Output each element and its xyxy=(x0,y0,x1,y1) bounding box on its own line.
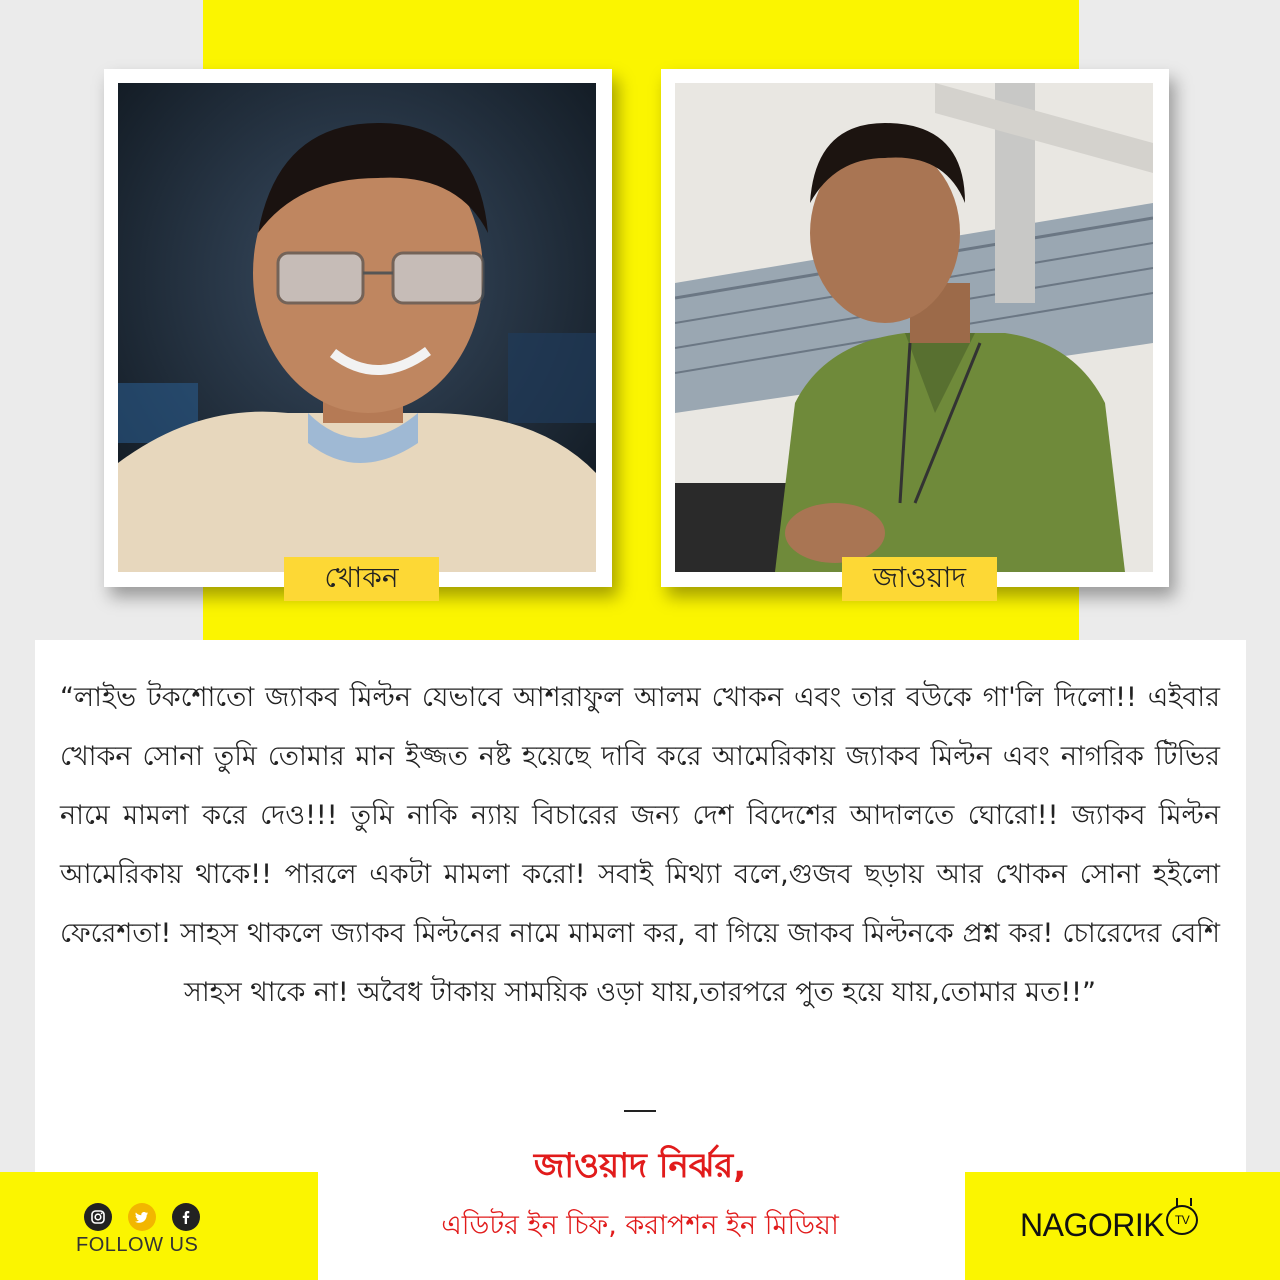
facebook-icon[interactable] xyxy=(172,1203,200,1231)
tv-badge-icon: TV xyxy=(1166,1205,1198,1235)
name-tag-khokon: খোকন xyxy=(284,557,439,601)
author-name: জাওয়াদ নির্ঝর, xyxy=(533,1146,747,1186)
photo-jawad xyxy=(675,83,1153,572)
photo-frame-jawad xyxy=(661,69,1169,587)
social-icons xyxy=(84,1203,200,1231)
brand-name: NAGORIK xyxy=(1020,1207,1165,1243)
author-role: এডিটর ইন চিফ, করাপশন ইন মিডিয়া xyxy=(441,1210,839,1241)
nagorik-tv-logo xyxy=(1020,1207,1198,1244)
photo-khokon xyxy=(118,83,596,572)
photo-frame-khokon xyxy=(104,69,612,587)
quote-divider xyxy=(624,1110,656,1112)
follow-us-label: FOLLOW US xyxy=(76,1234,199,1256)
instagram-icon[interactable] xyxy=(84,1203,112,1231)
quote-text: “লাইভ টকশোতো জ্যাকব মিল্টন যেভাবে আশরাফুল আলম খোকন এবং তার বউকে গা'লি দিলো!! এইবার খোকন সোনা তুমি তোমার মান ইজ্জত নষ্ট হয়েছে দাবি করে আমেরিকায় জ্যাকব মিল্টন এবং নাগরিক টিভির নামে মামলা করে দেও!!! তুমি নাকি ন্যায় বিচারের জন্য দেশ বিদেশের আদালতে ঘোরো!! জ্যাকব মিল্টন আমেরিকায় থাকে!! পারলে একটা মামলা করো! সবাই মিথ্যা বলে,গুজব ছড়ায় আর খোকন সোনা হইলো ফেরেশতা! সাহস থাকলে জ্যাকব মিল্টনের নামে মামলা কর, বা গিয়ে জাকব মিল্টনকে প্রশ্ন কর! চোরেদের বেশি সাহস থাকে না! অবৈধ টাকায় সাময়িক ওড়া যায়,তারপরে পুত হয়ে যায়,তোমার মত!!” xyxy=(60,682,1220,1008)
twitter-icon[interactable] xyxy=(128,1203,156,1231)
name-tag-jawad: জাওয়াদ xyxy=(842,557,997,601)
